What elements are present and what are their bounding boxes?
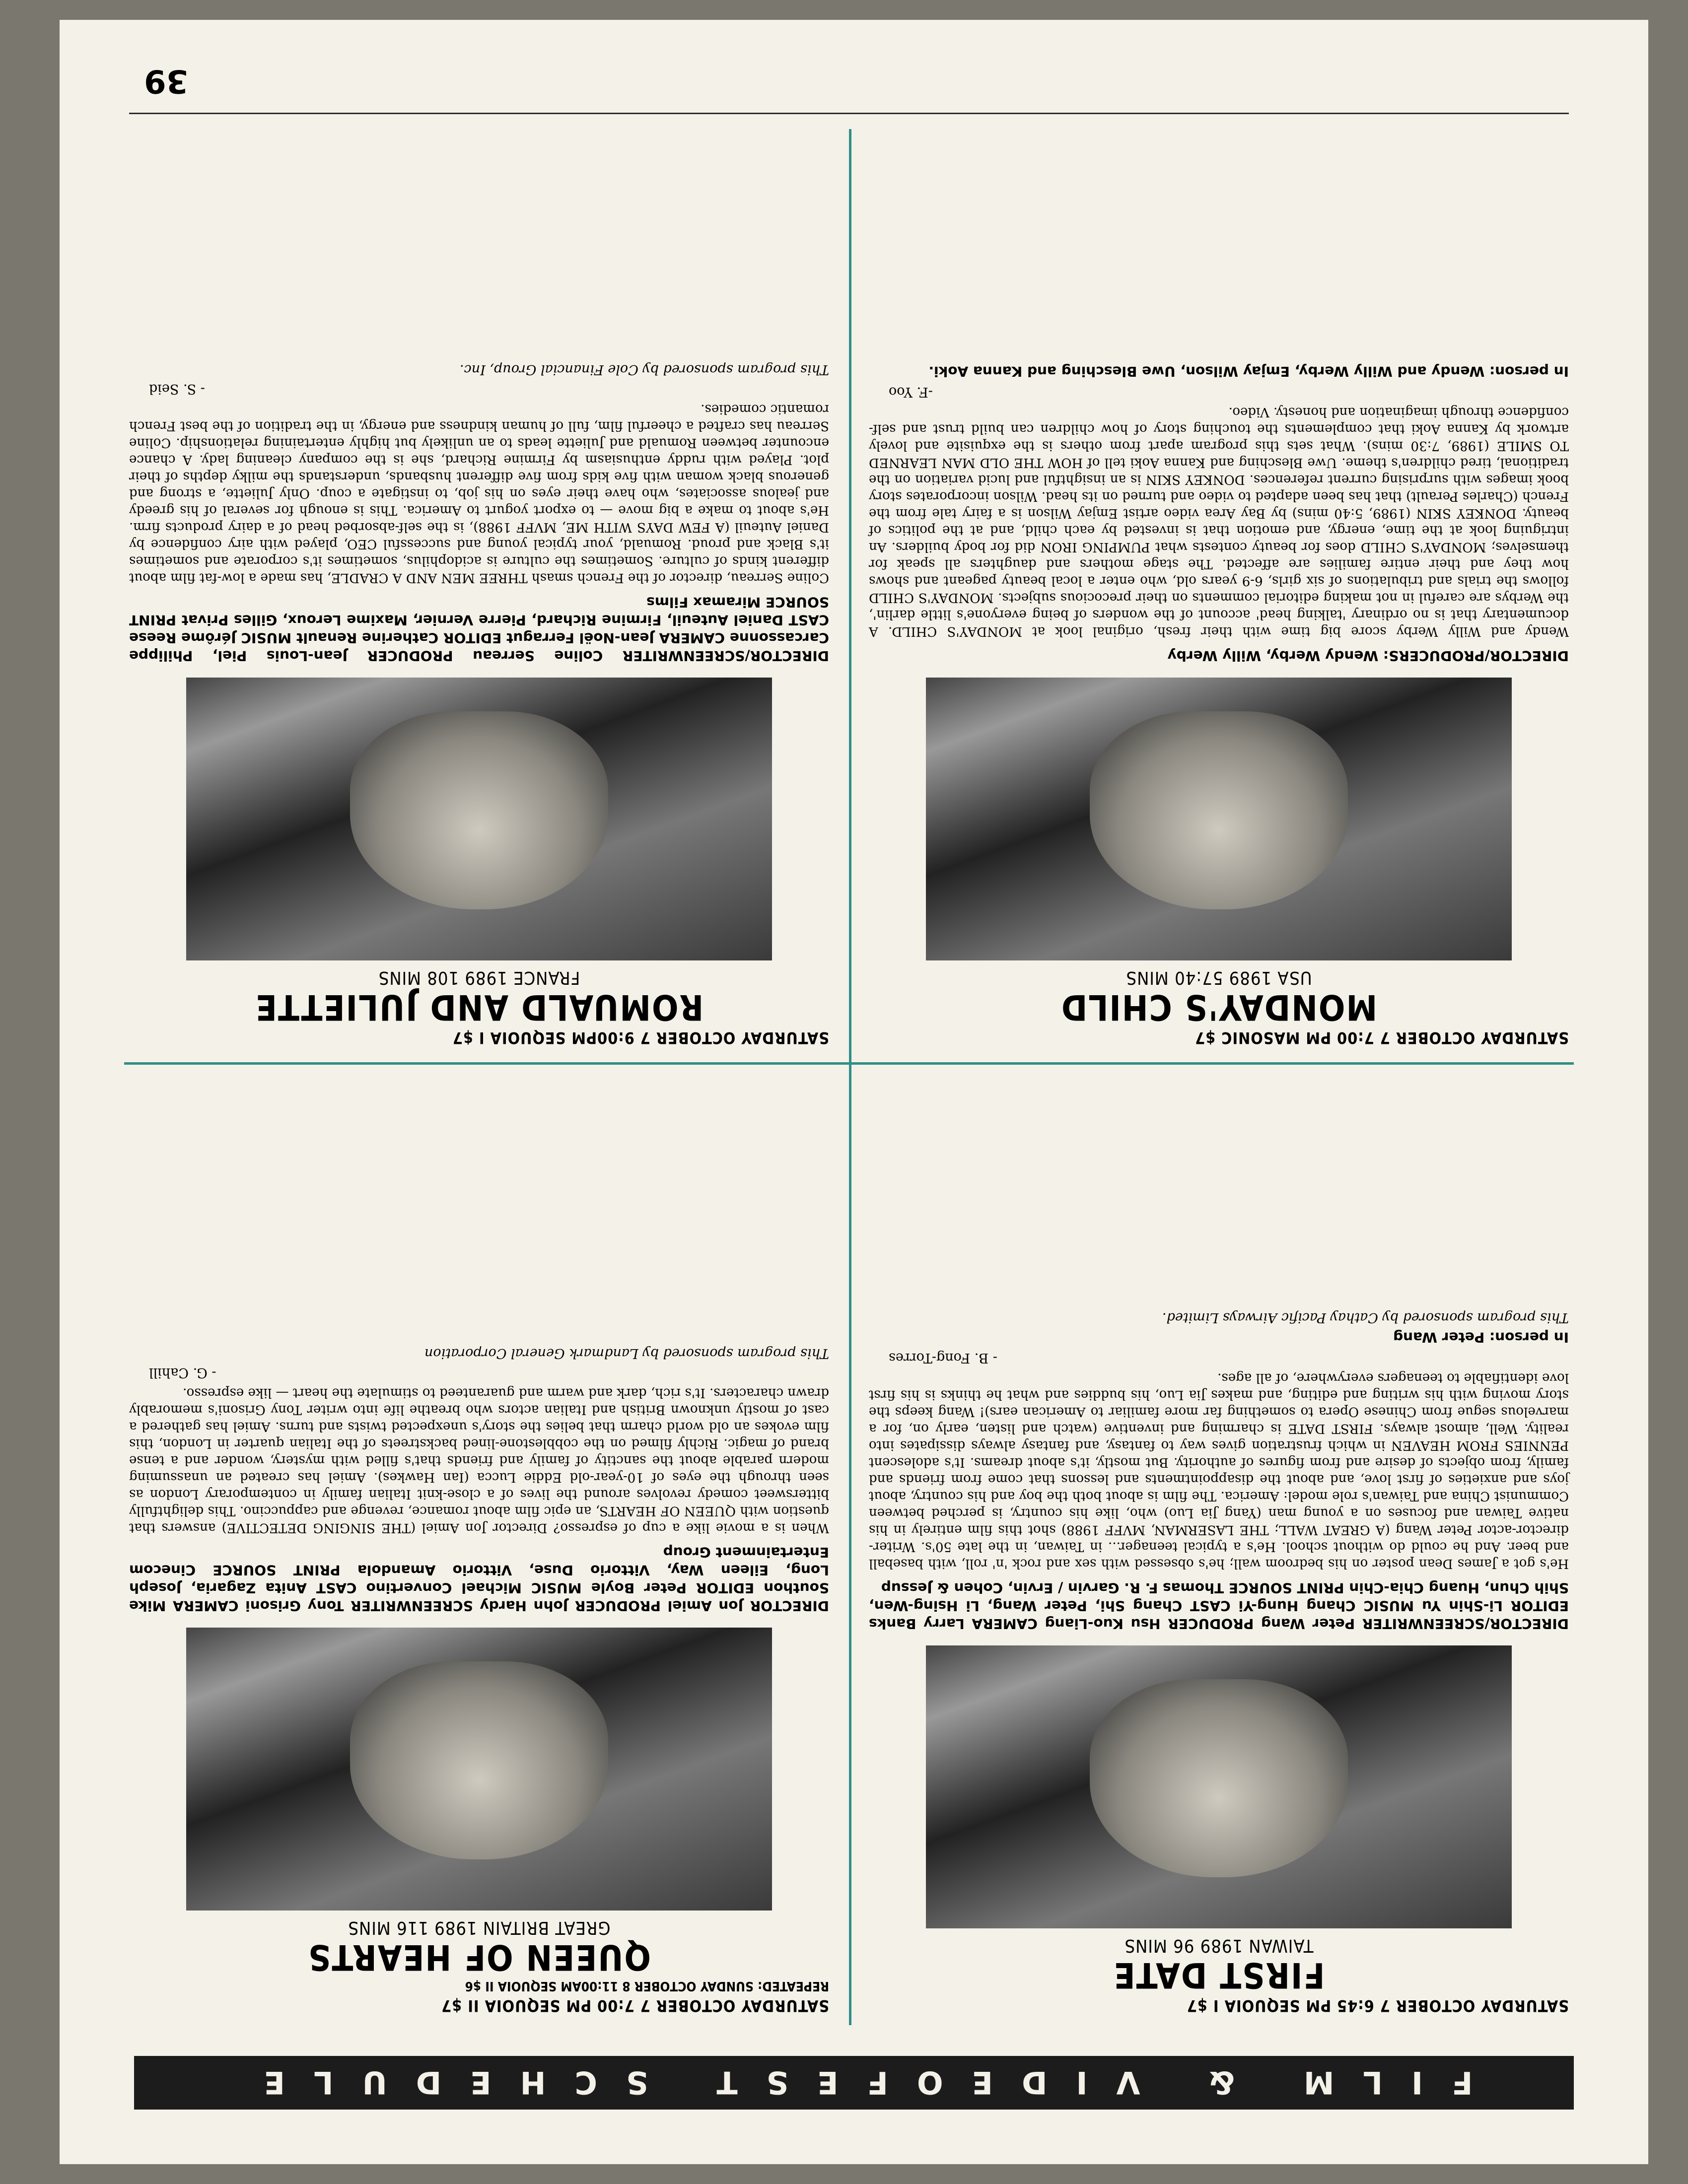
reviewer-signature: - S. Seid bbox=[149, 381, 205, 397]
sponsor-note: This program sponsored by Cole Financial Group, Inc. bbox=[460, 362, 829, 377]
film-meta: GREAT BRITAIN 1989 116 MINS bbox=[348, 1917, 611, 1938]
film-title: QUEEN OF HEARTS bbox=[307, 1937, 651, 1978]
film-credits: DIRECTOR/SCREENWRITER Coline Serreau PRODUCER Jean-Louis Piel, Philippe Carcassonne CAMERA Jean-Noël Ferragut EDITOR Catherine Renault MUSIC Jérôme Reese CAST Daniel Auteuil, Firmine Richard, Pierre Vernier, Maxime Leroux, Gilles Privat PRINT SOURCE Miramax Films bbox=[129, 594, 829, 664]
film-meta: FRANCE 1989 108 MINS bbox=[378, 967, 580, 988]
film-credits: DIRECTOR Jon Amiel PRODUCER John Hardy SCREENWRITER Tony Grisoni CAMERA Mike Southon EDITOR Peter Boyle MUSIC Michael Convertino CAST Anita Zagaria, Joseph Long, Eileen Way, Vittorio Duse, Vittorio Amandola PRINT SOURCE Cinecom Entertainment Group bbox=[129, 1544, 829, 1614]
film-review: Wendy and Willy Werby score big time with their fresh, original look at MONDAY'S CHILD. A documentary that is no ordinary 'talking head' account of the wonders of being everyone's little darlin', the Werbys are careful in not making editorial comments on their precocious subjects. MONDAY'S CHILD follows the trials and tribulations of six girls, 6-9 years old, who enter a local beauty pageant and shows how they and their entire families are affected. The stage mothers and daughters all speak for themselves; MONDAY'S CHILD does for beauty contests what PUMPING IRON did for body builders. An intriguing look at the time, energy, and emotion that is invested by each child, and at the politics of beauty. DONKEY SKIN (1989, 5:40 mins) by Bay Area video artist Emjay Wilson is a fairy tale from the French (Charles Perault) that has been adapted to video and turned on its head. Wilson incorporates story book images with surprising current references. DONKEY SKIN is an insightful and lucid variation on the traditional, tired children's theme. Uwe Blesching and Kanna Aoki tell of HOW THE OLD MAN LEARNED TO SMILE (1989, 7:30 mins). What sets this program apart from others is the exquisite and lovely artwork by Kanna Aoki that complements the touching story of how children can build trust and self-confidence through imagination and honesty. Video. bbox=[869, 405, 1569, 639]
section-banner bbox=[134, 2056, 1574, 2110]
film-title: ROMUALD AND JULIETTE bbox=[254, 987, 704, 1027]
reviewer-signature: - G. Cahill bbox=[149, 1365, 216, 1380]
film-meta: TAIWAN 1989 96 MINS bbox=[1124, 1935, 1314, 1956]
sponsor-note: This program sponsored by Cathay Pacific Airways Limited. bbox=[1162, 1310, 1569, 1325]
in-person-note: In person: Peter Wang bbox=[1393, 1329, 1569, 1346]
repeat-showtime: REPEATED: SUNDAY OCTOBER 8 11:00AM SEQUOIA II $6 bbox=[465, 1979, 829, 1993]
sponsor-note: This program sponsored by Landmark General Corporation bbox=[424, 1346, 829, 1361]
showtime: SATURDAY OCTOBER 7 7:00 PM SEQUOIA II $7 bbox=[441, 1996, 829, 2015]
film-entry-queen-of-hearts bbox=[129, 1072, 829, 2015]
film-review: Coline Serreau, director of the French smash THREE MEN AND A CRADLE, has made a low-fat film about different kinds of culture. Sometimes the culture is acidophilus, sometimes it's corporate and sometimes it's Black and proud. Romuald, your typical young and successful CEO, played with airy confidence by Daniel Auteuil (A FEW DAYS WITH ME, MVFF 1988), is the self-absorbed head of a dairy products firm. He's about to make a big move — to export yogurt to America. This is enough for several of his greedy and jealous associates, who have their eyes on his job, to instigate a coup. Only Juliette, a strong and generous black woman with five kids from five different husbands, understands the milky depths of their plot. Played with ruddy enthusiasm by Firmine Richard, she is the company cleaning lady. A chance encounter between Romuald and Juliette leads to an unlikely but highly entertaining relationship. Coline Serreau has crafted a cheerful film, full of human kindness and energy, in the tradition of the best French romantic comedies. bbox=[129, 402, 829, 585]
film-credits: DIRECTOR/SCREENWRITER Peter Wang PRODUCER Hsu Kuo-Liang CAMERA Larry Banks EDITOR Li-Shin Yu MUSIC Chang Hung-Yi CAST Chang Shi, Peter Wang, Li Hsing-Wen, Shih Chun, Huang Chia-Chin PRINT SOURCE Thomas F. R. Garvin / Ervin, Cohen & Jessup bbox=[869, 1580, 1569, 1632]
footer-rule bbox=[129, 113, 1569, 114]
film-meta: USA 1989 57:40 MINS bbox=[1125, 967, 1312, 988]
first-date-still bbox=[926, 1645, 1512, 1928]
showtime: SATURDAY OCTOBER 7 7:00 PM MASONIC $7 bbox=[1195, 1028, 1569, 1047]
column-divider bbox=[849, 129, 851, 2025]
film-review: He's got a James Dean poster on his bedroom wall; he's obsessed with sex and rock 'n' roll, with baseball and beer. And he could do without school. He's a typical teenager... in Taiwan, in the late 50's. Writer-director-actor Peter Wang (A GREAT WALL; THE LASERMAN, MVFF 1988) shot this film entirely in his native Taiwan and focuses on a young man (Yang Jia Luo) who, like his country, is perched between Communist China and Taiwan's role model: America. The film is about both the boy and his country, about joys and anxieties of first love, and about the disappointments and lessons that come from friends and family, from objects of desire and from figures of authority. But mostly, it's about dreams. It's adolescent PENNIES FROM HEAVEN in which frustration gives way to fantasy, and fantasy always dissipates into reality. Well, almost always. FIRST DATE is charming and inventive (watch and listen, early on, for a marvelous segue from Chinese Opera to something far more familiar to American ears)! Wang keeps the story moving with his writing and editing, and makes Jia Luo, his buddies and what he thinks is his first love identifiable to teenagers everywhere, of all ages. bbox=[869, 1370, 1569, 1571]
film-title: MONDAY'S CHILD bbox=[1060, 987, 1378, 1027]
romuald-and-juliette-still bbox=[186, 678, 772, 960]
showtime: SATURDAY OCTOBER 7 9:00PM SEQUOIA I $7 bbox=[452, 1028, 829, 1047]
mondays-child-still bbox=[926, 678, 1512, 960]
reviewer-signature: - B. Fong-Torres bbox=[889, 1350, 997, 1365]
showtime: SATURDAY OCTOBER 7 6:45 PM SEQUOIA I $7 bbox=[1186, 1996, 1569, 2015]
magazine-page bbox=[60, 20, 1648, 2164]
film-credits: DIRECTOR/PRODUCERS: Wendy Werby, Willy Werby bbox=[1167, 648, 1569, 664]
in-person-note: In person: Wendy and Willy Werby, Emjay Wilson, Uwe Blesching and Kanna Aoki. bbox=[928, 363, 1569, 380]
film-title: FIRST DATE bbox=[1113, 1955, 1325, 1995]
queen-of-hearts-still bbox=[186, 1628, 772, 1911]
banner-title: FILM & VIDEOFEST SCHEDULE bbox=[235, 2064, 1473, 2101]
film-review: When is a movie like a cup of espresso? Director Jon Amiel (THE SINGING DETECTIVE) answers that question with QUEEN OF HEARTS, an epic film about romance, revenge and cappuccino. This delightfully bittersweet comedy revolves around the lives of a close-knit Italian family in contemporary London as seen through the eyes of 10-year-old Eddie Lucca (Ian Hawkes). Amiel has created an unassuming modern parable about the sanctity of family and friends that's filled with mystery, wonder and a tense brand of magic. Richly filmed on the cobblestone-lined backstreets of the Italian quarter in London, this film evokes an old world charm that belies the story's unexpected twists and turns. Amiel has gathered a cast of mostly unknown British and Italian actors who breathe life into writer Tony Grisoni's memorably drawn characters. It's rich, dark and warm and guaranteed to stimulate the heart — like espresso. bbox=[129, 1385, 829, 1535]
page-number: 39 bbox=[144, 63, 189, 99]
film-entry-romuald-and-juliette bbox=[129, 104, 829, 1047]
row-divider bbox=[124, 1062, 1574, 1065]
reviewer-signature: -F. Yoo bbox=[889, 384, 933, 400]
film-entry-mondays-child bbox=[869, 104, 1569, 1047]
film-entry-first-date bbox=[869, 1072, 1569, 2015]
